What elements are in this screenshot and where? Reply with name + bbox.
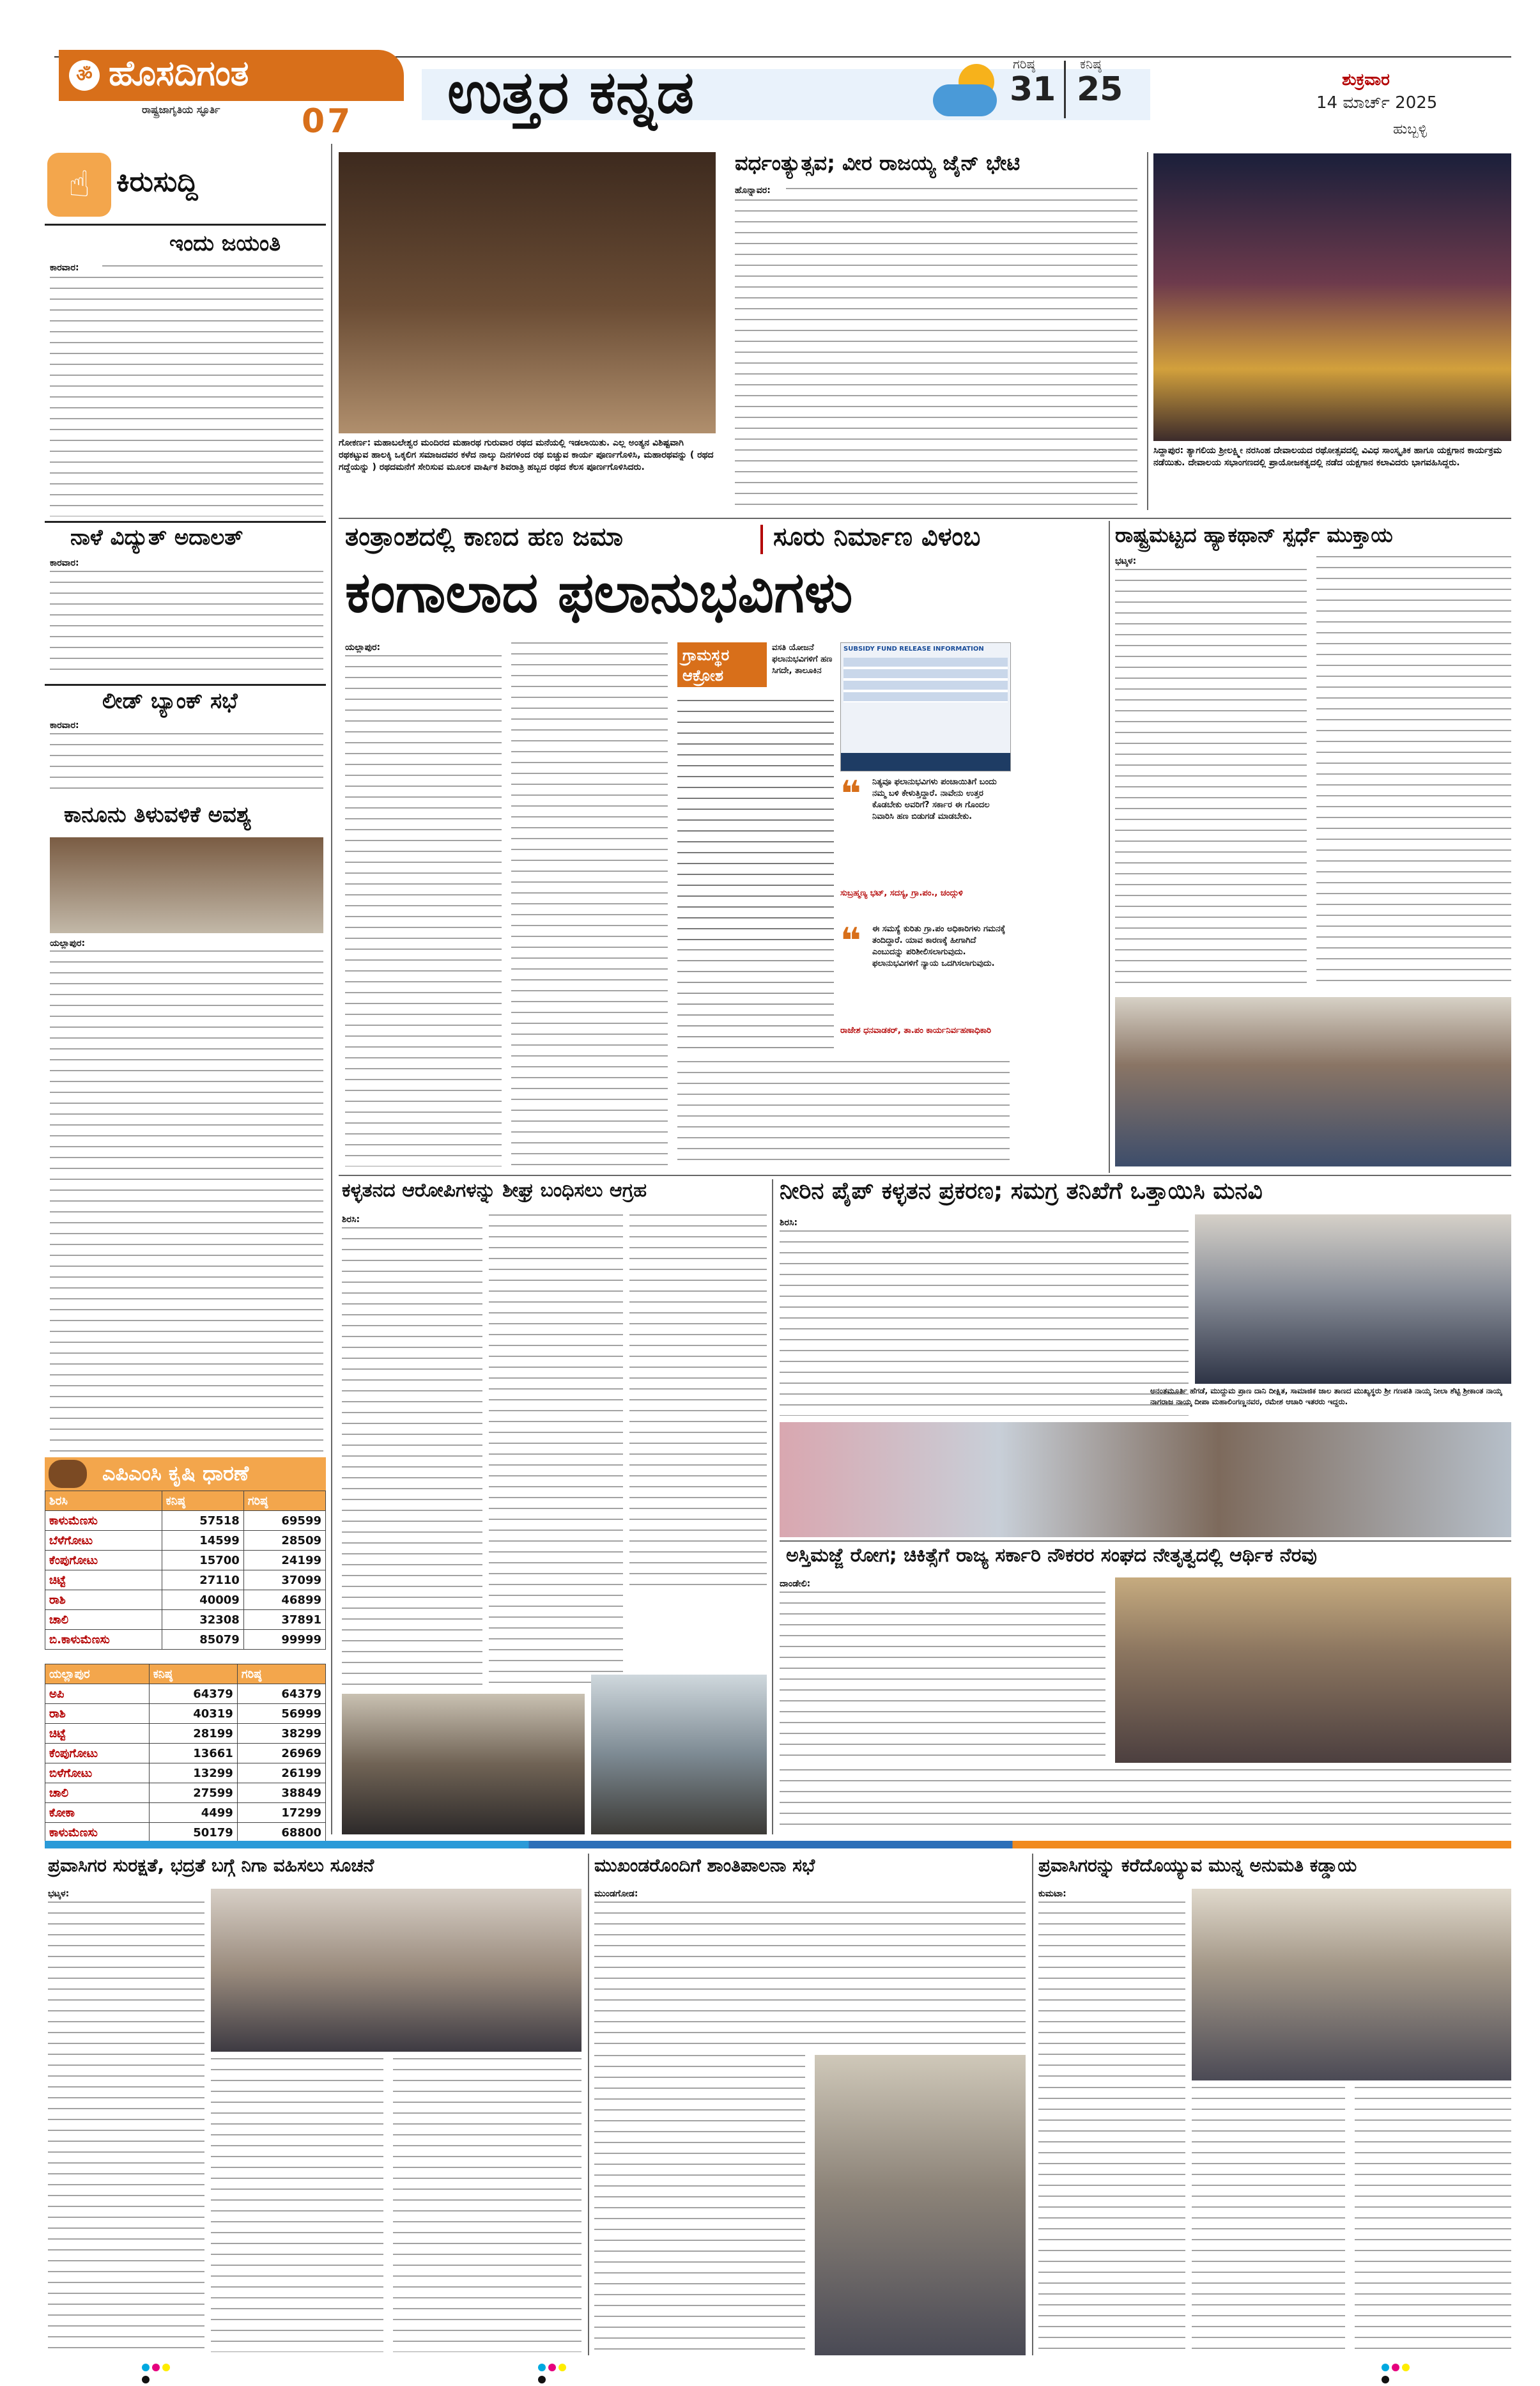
- story-jain-dateline: ಹೊನ್ನಾವರ:: [735, 185, 771, 196]
- lead-dateline: ಯಲ್ಲಾಪುರ:: [345, 642, 381, 653]
- lead-box-body: [677, 700, 834, 943]
- market-item: ಚಿಟ್ಟೆ: [45, 1724, 150, 1744]
- market-row: [45, 1590, 326, 1610]
- market-row: [45, 1724, 326, 1744]
- market-max: 24199: [243, 1551, 325, 1570]
- lead-box-label: ಗ್ರಾಮಸ್ಥರ ಆಕ್ರೋಶ: [677, 642, 767, 687]
- market-min: 15700: [162, 1551, 243, 1570]
- market-max: 68800: [237, 1823, 325, 1843]
- bottom-1-col2: [211, 2058, 383, 2352]
- brief-photo-4: [50, 837, 323, 933]
- market-item: ಚಾಲಿ: [45, 1783, 150, 1803]
- bottom-title-3: ಪ್ರವಾಸಿಗರನ್ನು ಕರೆದೊಯ್ಯುವ ಮುನ್ನ ಅನುಮತಿ ಕಡ್ಡಾಯ: [1038, 1855, 1357, 1876]
- story-pipe-dateline: ಶಿರಸಿ:: [780, 1218, 798, 1228]
- market-row: [45, 1803, 326, 1823]
- bottom-2-photo: [815, 2055, 1026, 2355]
- top-left-photo: [339, 152, 716, 433]
- quote2-by: ರಾಜೇಶ ಧನವಾಡಕರ್, ತಾ.ಪಂ ಕಾರ್ಯನಿರ್ವಹಣಾಧಿಕಾರಿ: [840, 1026, 992, 1035]
- quote1-by: ಸುಬ್ರಹ್ಮಣ್ಯ ಭಟ್, ಸದಸ್ಯ, ಗ್ರಾ.ಪಂ., ಚಂದ್ಗುಳಿ: [840, 888, 963, 898]
- page-number: 07: [302, 102, 353, 141]
- market-row: [45, 1610, 326, 1630]
- story-jain-title: ವರ್ಧಂತ್ಯುತ್ಸವ; ವೀರ ರಾಜಯ್ಯ ಜೈನ್ ಭೇಟಿ: [735, 151, 1020, 175]
- market-max: 26969: [237, 1744, 325, 1763]
- market-item: ಕಾಳುಮೆಣಸು: [45, 1823, 150, 1843]
- mid-divider: [772, 1179, 773, 1834]
- market-item: ಬಿಳೆಗೋಟು: [45, 1763, 150, 1783]
- pipe-caption: ಅನಂತಮೂರ್ತಿ ಹೆಗಡೆ, ಮುದ್ದುಮ ಪ್ರಾಣ ದಾನಿ ದೀಕ್ಷಿತ, ಸಾಮಾಜಿಕ ಜಾಲ ತಾಣದ ಮುಖ್ಯಸ್ಥರು ಶ್ರೀ ಗಣಪತಿ ನಾಯ್ಕ ನೀಲಾ ಶೆಟ್ಟಿ ಶ್ರೀಕಾಂತ ನಾಯ್ಕ ನಾಗರಾಜ ನಾಯ್ಕ ದೀಪಾ ಮಹಾಲಿಂಗಣ್ಣನವರ, ರಮೇಶ ಆಚಾರಿ ಇತರರು ಇದ್ದರು.: [1150, 1386, 1502, 1406]
- market-max: 56999: [237, 1704, 325, 1724]
- bottom-color-band: [45, 1841, 1511, 1848]
- lead-box: [677, 642, 1010, 1058]
- story-jain-body-a: [786, 188, 1137, 197]
- story-thieves-col2: [489, 1214, 623, 1687]
- day: ಶುಕ್ರವಾರ: [1342, 70, 1390, 89]
- story-hackathon-title: ರಾಷ್ಟ್ರಮಟ್ಟದ ಹ್ಯಾಕಥಾನ್ ಸ್ಪರ್ಧೆ ಮುಕ್ತಾಯ: [1115, 523, 1393, 547]
- market-item: ಚಿಟ್ಟೆ: [45, 1570, 162, 1590]
- brief-title-3: ಲೀಡ್ ಬ್ಯಾಂಕ್ ಸಭೆ: [102, 688, 238, 714]
- market-max: 38299: [237, 1724, 325, 1744]
- screenshot-title: SUBSIDY FUND RELEASE INFORMATION: [843, 646, 984, 653]
- market-row: [45, 1704, 326, 1724]
- temp-max: 31: [1010, 70, 1056, 109]
- sidebar-rule-3: [45, 684, 326, 686]
- registration-dots-right: [1380, 2362, 1419, 2373]
- bottom-divider-2: [1032, 1854, 1033, 2355]
- sidebar-rule: [45, 224, 326, 226]
- thieves-photo-2: [591, 1675, 767, 1834]
- bottom-divider-1: [588, 1854, 589, 2355]
- story-thieves-title: ಕಳ್ಳತನದ ಆರೋಪಿಗಳನ್ನು ಶೀಘ್ರ ಬಂಧಿಸಲು ಆಗ್ರಹ: [342, 1179, 647, 1202]
- bottom-title-2: ಮುಖಂಡರೊಂದಿಗೆ ಶಾಂತಿಪಾಲನಾ ಸಭೆ: [594, 1855, 815, 1876]
- lead-kicker-left: ತಂತ್ರಾಂಶದಲ್ಲಿ ಕಾಣದ ಹಣ ಜಮಾ: [345, 522, 623, 552]
- market-item: ಕೆಂಪುಗೋಟು: [45, 1744, 150, 1763]
- market-row: [45, 1684, 326, 1704]
- lead-divider: [1109, 521, 1110, 1173]
- registration-dots-left: [141, 2362, 179, 2373]
- brief-body-1: [50, 277, 323, 516]
- market-header-row: [45, 1491, 326, 1511]
- bottom-3-col2: [1038, 2087, 1185, 2352]
- brief-dateline-1: ಕಾರವಾರ:: [50, 263, 79, 273]
- story-health-dateline: ದಾಂಡೇಲಿ:: [780, 1579, 811, 1589]
- brief-dateline-4: ಯಲ್ಲಾಪುರ:: [50, 938, 86, 949]
- top-right-caption: ಸಿದ್ದಾಪುರ: ತ್ಯಾಗಲಿಯ ಶ್ರೀಲಕ್ಷ್ಮೀ ನರಸಿಂಹ ದೇವಾಲಯದ ರಥೋತ್ಸವದಲ್ಲಿ ವಿವಿಧ ಸಾಂಸ್ಕೃತಿಕ ಹಾಗೂ ಯಕ್ಷಗಾನ ಕಾರ್ಯಕ್ರಮ ನಡೆಯಿತು. ದೇವಾಲಯ ಸಭಾಂಗಣದಲ್ಲಿ ಪ್ರಾಯೋಜಕತ್ವದಲ್ಲಿ ನಡೆದ ಯಕ್ಷಗಾನ ಕಲಾವಿದರು ಭಾಗವಹಿಸಿದ್ದರು.: [1153, 445, 1502, 468]
- brief-title-2: ನಾಳೆ ವಿದ್ಯುತ್ ಅದಾಲತ್: [70, 525, 243, 550]
- bottom-1-col1: [48, 1902, 204, 2112]
- story-jain-body: [735, 199, 1137, 513]
- logo: [59, 50, 404, 141]
- top-row-rule: [339, 518, 1511, 519]
- lead-box-side: ವಸತಿ ಯೋಜನೆ ಫಲಾನುಭವಿಗಳಿಗೆ ಹಣ ಸಿಗದೇ, ತಾಲೂಕಿನ: [772, 643, 833, 676]
- sidebar-divider: [331, 144, 332, 1834]
- brief-label: ಕಿರುಸುದ್ದಿ: [116, 166, 198, 198]
- screenshot-taskbar: [841, 753, 1010, 771]
- market-max: 37099: [243, 1570, 325, 1590]
- market-max: 17299: [237, 1803, 325, 1823]
- temp-min: 25: [1077, 70, 1123, 109]
- market-min: 40319: [149, 1704, 237, 1724]
- health-photo: [1115, 1577, 1511, 1763]
- brief-text-1: [102, 265, 323, 274]
- market-table-sirsi: [45, 1491, 326, 1650]
- bottom-dateline-1: ಭಟ್ಕಳ:: [48, 1889, 70, 1899]
- brief-title-1: ಇಂದು ಜಯಂತಿ: [169, 231, 281, 256]
- market-row: [45, 1511, 326, 1531]
- market-item: ಕಾಳುಮೆಣಸು: [45, 1511, 162, 1531]
- market-row: [45, 1531, 326, 1551]
- hand-icon: ☝: [47, 153, 111, 217]
- bottom-1-photo: [211, 1889, 581, 2052]
- market-min: 32308: [162, 1610, 243, 1630]
- market-min: 4499: [149, 1803, 237, 1823]
- pipe-rule: [780, 1540, 1511, 1542]
- market-row: [45, 1783, 326, 1803]
- market-min: 50179: [149, 1823, 237, 1843]
- lead-col1-body: [345, 655, 502, 1166]
- lead-box-body-2: [677, 949, 834, 1051]
- story-pipe-body: [780, 1230, 1189, 1416]
- market-min: 14599: [162, 1531, 243, 1551]
- market-row: [45, 1630, 326, 1650]
- market-min: 40009: [162, 1590, 243, 1610]
- bottom-3-col1: [1038, 1902, 1185, 2080]
- date: 14 ಮಾರ್ಚ್ 2025: [1316, 93, 1438, 112]
- lead-col2-body: [511, 642, 668, 1166]
- story-health-title: ಅಸ್ತಿಮಜ್ಜೆ ರೋಗ; ಚಿಕಿತ್ಸೆಗೆ ರಾಜ್ಯ ಸರ್ಕಾರಿ ನೌಕರರ ಸಂಘದ ನೇತೃತ್ವದಲ್ಲಿ ಆರ್ಥಿಕ ನೆರವು: [786, 1544, 1317, 1567]
- story-thieves-col3: [629, 1214, 767, 1585]
- story-thieves-dateline: ಶಿರಸಿ:: [342, 1214, 360, 1225]
- lead-kicker: [339, 521, 1105, 559]
- market-title-bar: [45, 1457, 326, 1491]
- masthead: [0, 0, 1540, 141]
- market-row: [45, 1763, 326, 1783]
- quote2-text: ಈ ಸಮಸ್ಯೆ ಕುರಿತು ಗ್ರಾ.ಪಂ ಅಧಿಕಾರಿಗಳು ಗಮನಕ್ಕೆ ತಂದಿದ್ದಾರೆ. ಯಾವ ಕಾರಣಕ್ಕೆ ಹೀಗಾಗಿದೆ ಎಂಬುದನ್ನು ಪರಿಶೀಲಿಸಲಾಗುವುದು. ಫಲಾನುಭವಿಗಳಿಗೆ ನ್ಯಾಯ ಒದಗಿಸಲಾಗುವುದು.: [872, 924, 1006, 968]
- market-max: 26199: [237, 1763, 325, 1783]
- market-max: 28509: [243, 1531, 325, 1551]
- market-min: 28199: [149, 1724, 237, 1744]
- top-right-photo: [1153, 153, 1511, 441]
- market-header-row-2: [45, 1664, 326, 1684]
- market-item: ಕೆಂಪುಗೋಟು: [45, 1551, 162, 1570]
- bottom-3-photo: [1192, 1889, 1511, 2080]
- temp-min-label: ಕನಿಷ್ಠ: [1080, 56, 1102, 72]
- quote2-mark-icon: ❝: [840, 920, 861, 962]
- market-max: 38849: [237, 1783, 325, 1803]
- market-header-min: ಕನಿಷ್ಠ: [162, 1491, 243, 1511]
- logo-text: ಹೊಸದಿಗಂತ: [109, 53, 249, 93]
- city: ಹುಬ್ಬಳ್ಳಿ: [1393, 121, 1428, 137]
- temp-max-label: ಗರಿಷ್ಠ: [1013, 56, 1035, 72]
- bottom-2-body: [594, 1902, 1026, 2049]
- bottom-1-col3: [393, 2058, 581, 2352]
- market-table: [45, 1457, 326, 1843]
- market-min: 85079: [162, 1630, 243, 1650]
- top-divider-1: [1147, 152, 1148, 510]
- lead-kicker-sep: [760, 525, 763, 554]
- story-hackathon-col1: [1115, 569, 1307, 991]
- market-row: [45, 1823, 326, 1843]
- top-left-caption: ಗೋಕರ್ಣ: ಮಹಾಬಲೇಶ್ವರ ಮಂದಿರದ ಮಹಾರಥ ಗುರುವಾರ ರಥದ ಮನೆಯಲ್ಲಿ ಇಡಲಾಯಿತು. ಎಲ್ಲ ಅಂತ್ಯನ ವಿಶಿಷ್ಟವಾಗಿ ರಥಕಟ್ಟುವ ಹಾಲಕ್ಕಿ ಒಕ್ಕಲಿಗ ಸಮಾಜದವರ ಕಳೆದ ನಾಲ್ಕು ದಿನಗಳಿಂದ ರಥ ಬಿಚ್ಚುವ ಕಾರ್ಯ ಪೂರ್ಣಗೊಳಿಸಿ, ಮಹಾರಥವನ್ನು ( ರಥದ ಗದ್ದೆಯನ್ನು ) ರಥದಮನೆಗೆ ಸೇರಿಸುವ ಮೂಲಕ ವಾರ್ಷಿಕ ಶಿವರಾತ್ರಿ ಹಬ್ಬದ ರಥದ ಕೆಲಸ ಪೂರ್ಣಗೊಳಿಸಿದರು.: [339, 438, 714, 472]
- quote1-text: ನಿತ್ಯವೂ ಫಲಾನುಭವಿಗಳು ಪಂಚಾಯಿತಿಗೆ ಬಂದು ನಮ್ಮ ಬಳಿ ಕೇಳುತ್ತಿದ್ದಾರೆ. ನಾವೇನು ಉತ್ತರ ಕೊಡಬೇಕು ಅವರಿಗೆ? ಸರ್ಕಾರ ಈ ಗೊಂದಲ ನಿವಾರಿಸಿ ಹಣ ಬಿಡುಗಡೆ ಮಾಡಬೇಕು.: [872, 777, 997, 821]
- market-min: 27110: [162, 1570, 243, 1590]
- thieves-photo-1: [342, 1694, 585, 1834]
- logo-tagline: ರಾಷ್ಟ್ರಜಾಗೃತಿಯ ಸ್ಫೂರ್ತಿ: [142, 104, 220, 116]
- market-min: 27599: [149, 1783, 237, 1803]
- bottom-3-col4: [1355, 2087, 1511, 2352]
- market-max: 69599: [243, 1511, 325, 1531]
- market-row: [45, 1551, 326, 1570]
- story-health-body: [780, 1592, 1105, 1764]
- market-max: 46899: [243, 1590, 325, 1610]
- bottom-dateline-3: ಕುಮಟಾ:: [1038, 1889, 1066, 1899]
- market-max: 64379: [237, 1684, 325, 1704]
- health-caption-body: [780, 1769, 1511, 1833]
- brief-dateline-2: ಕಾರವಾರ:: [50, 558, 79, 568]
- market-min: 13661: [149, 1744, 237, 1763]
- bottom-title-1: ಪ್ರವಾಸಿಗರ ಸುರಕ್ಷತೆ, ಭದ್ರತೆ ಬಗ್ಗೆ ನಿಗಾ ವಹಿಸಲು ಸೂಚನೆ: [48, 1855, 374, 1876]
- market-row: [45, 1570, 326, 1590]
- logo-emblem-icon: ॐ: [69, 60, 100, 91]
- story-hackathon-dateline: ಭಟ್ಕಳ:: [1115, 556, 1137, 566]
- market-item: ಚಾಲಿ: [45, 1610, 162, 1630]
- market-header-min-2: ಕನಿಷ್ಠ: [149, 1664, 237, 1684]
- market-header-market: ಶಿರಸಿ: [45, 1491, 162, 1511]
- sidebar: [45, 144, 326, 1838]
- market-row: [45, 1744, 326, 1763]
- temp-divider: [1064, 61, 1066, 118]
- lead-kicker-right: ಸೂರು ನಿರ್ಮಾಣ ವಿಳಂಬ: [773, 522, 981, 552]
- market-item: ಅಪಿ: [45, 1684, 150, 1704]
- hackathon-photo: [1115, 997, 1511, 1166]
- weather-icon: [933, 64, 1003, 121]
- pipe-photo-2: [780, 1422, 1511, 1537]
- beans-icon: [49, 1460, 87, 1488]
- story-pipe-title: ನೀರಿನ ಪೈಪ್ ಕಳ್ಳತನ ಪ್ರಕರಣ; ಸಮಗ್ರ ತನಿಖೆಗೆ ಒತ್ತಾಯಿಸಿ ಮನವಿ: [780, 1178, 1263, 1204]
- market-max: 37891: [243, 1610, 325, 1630]
- bottom-3-col3: [1192, 2087, 1345, 2352]
- lead-screenshot: [840, 642, 1011, 771]
- market-item: ರಾಶಿ: [45, 1590, 162, 1610]
- brief-body-3: [50, 733, 323, 797]
- brief-title-4: ಕಾನೂನು ತಿಳುವಳಿಕೆ ಅವಶ್ಯ: [64, 802, 252, 828]
- market-header-market-2: ಯಲ್ಲಾಪುರ: [45, 1664, 150, 1684]
- registration-dots-center: [537, 2362, 575, 2373]
- market-item: ರಾಶಿ: [45, 1704, 150, 1724]
- market-item: ಬೆಳೆಗೋಟು: [45, 1531, 162, 1551]
- quote2-box: [840, 920, 1010, 1058]
- mid-row-rule: [339, 1175, 1511, 1176]
- section-title: ಉತ್ತರ ಕನ್ನಡ: [447, 58, 695, 127]
- bottom-1-col1b: [48, 2119, 204, 2352]
- market-header-max-2: ಗರಿಷ್ಠ: [237, 1664, 325, 1684]
- pipe-photo-1: [1195, 1214, 1511, 1384]
- lead-bottom-body: [677, 1061, 1010, 1166]
- bottom-2-col1: [594, 2055, 805, 2352]
- story-hackathon-col2: [1316, 556, 1511, 991]
- market-min: 13299: [149, 1763, 237, 1783]
- market-header-max: ಗರಿಷ್ಠ: [243, 1491, 325, 1511]
- screenshot-table: [843, 658, 1008, 702]
- story-thieves-col1: [342, 1227, 482, 1687]
- market-title: ಎಪಿಎಂಸಿ ಕೃಷಿ ಧಾರಣೆ: [102, 1461, 249, 1485]
- brief-badge: [47, 153, 239, 217]
- bottom-dateline-2: ಮುಂಡಗೋಡ:: [594, 1889, 638, 1899]
- brief-dateline-3: ಕಾರವಾರ:: [50, 720, 79, 731]
- market-min: 57518: [162, 1511, 243, 1531]
- market-table-yellapur: [45, 1664, 326, 1843]
- quote1-box: [840, 773, 1010, 917]
- market-item: ಕೋಕಾ: [45, 1803, 150, 1823]
- brief-body-2: [50, 571, 323, 679]
- sidebar-rule-2: [45, 521, 326, 523]
- brief-body-4: [50, 950, 323, 1452]
- cloud-shape: [933, 84, 997, 116]
- market-min: 64379: [149, 1684, 237, 1704]
- market-item: ಬಿ.ಕಾಳುಮೆಣಸು: [45, 1630, 162, 1650]
- market-max: 99999: [243, 1630, 325, 1650]
- quote1-mark-icon: ❝: [840, 773, 861, 815]
- lead-headline: ಕಂಗಾಲಾದ ಫಲಾನುಭವಿಗಳು: [345, 559, 853, 625]
